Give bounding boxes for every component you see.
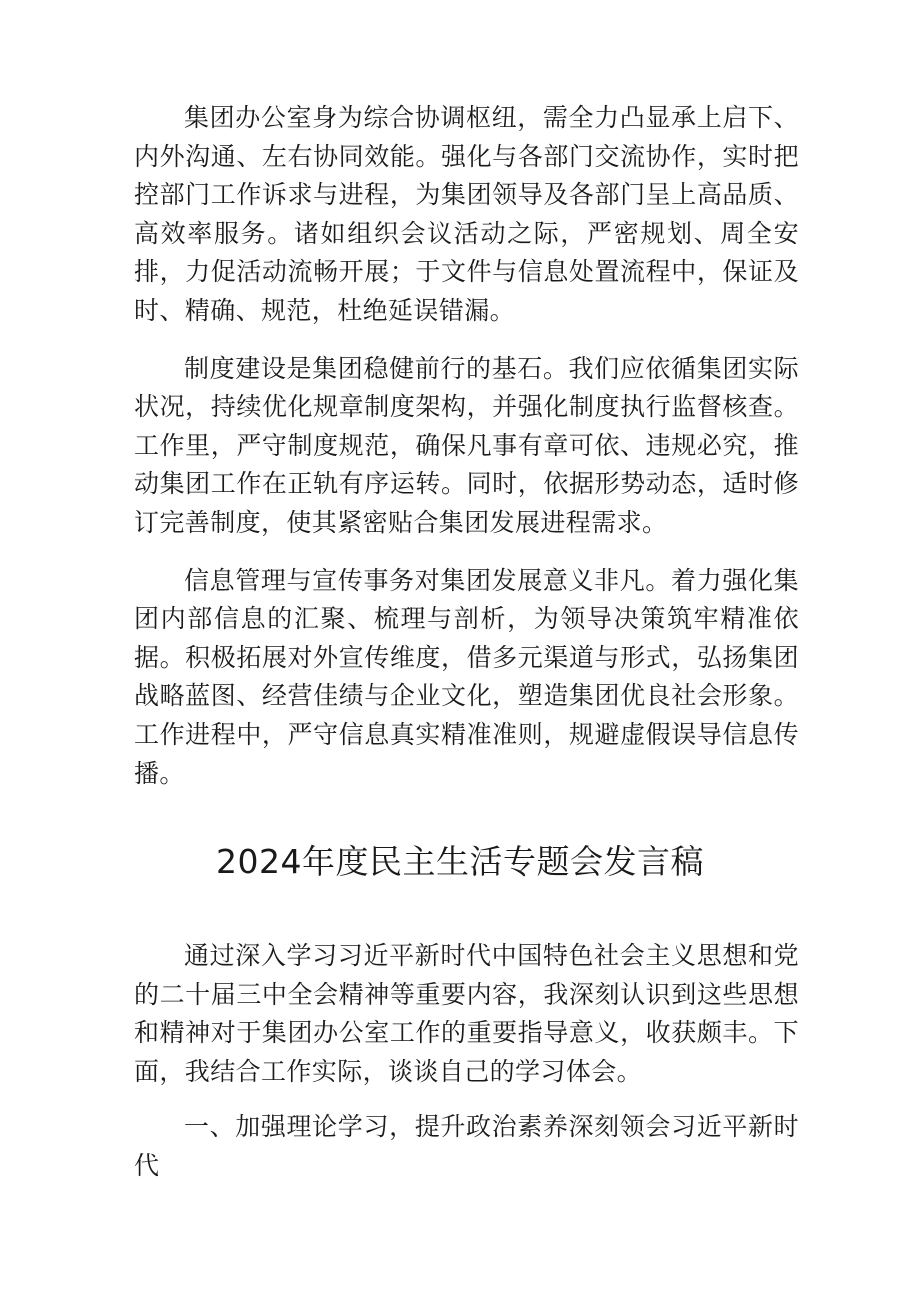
paragraph-office-coordination: 集团办公室身为综合协调枢纽，需全力凸显承上启下、内外沟通、左右协同效能。强化与各部门交流协作，实时把控部门工作诉求与进程，为集团领导及各部门呈上高品质、高效率服务。诸如组织会议活动之际，严密规划、周全安排，力促活动流畅开展；于文件与信息处置流程中，保证及时、精确、规范，杜绝延误错漏。: [134, 103, 799, 325]
paragraph-information-publicity: 信息管理与宣传事务对集团发展意义非凡。着力强化集团内部信息的汇聚、梳理与剖析，为领导决策筑牢精准依据。积极拓展对外宣传维度，借多元渠道与形式，弘扬集团战略蓝图、经营佳绩与企业文化，塑造集团优良社会形象。工作进程中，严守信息真实精准准则，规避虚假误导信息传播。: [134, 565, 799, 788]
paragraph-section-one-heading: 一、加强理论学习，提升政治素养深刻领会习近平新时代: [134, 1112, 799, 1180]
speech-section: [134, 937, 799, 1186]
paragraph-study-summary: 通过深入学习习近平新时代中国特色社会主义思想和党的二十届三中全会精神等重要内容，我深刻认识到这些思想和精神对于集团办公室工作的重要指导意义，收获颇丰。下面，我结合工作实际，谈谈自己的学习体会。: [134, 941, 799, 1086]
paragraph-system-building: 制度建设是集团稳健前行的基石。我们应依循集团实际状况，持续优化规章制度架构，并强化制度执行监督核查。工作里，严守制度规范，确保凡事有章可依、违规必究，推动集团工作在正轨有序运转。同时，依据形势动态，适时修订完善制度，使其紧密贴合集团发展进程需求。: [134, 353, 799, 537]
document-title: 2024年度民主生活专题会发言稿: [216, 842, 704, 881]
intro-section: [134, 99, 799, 793]
